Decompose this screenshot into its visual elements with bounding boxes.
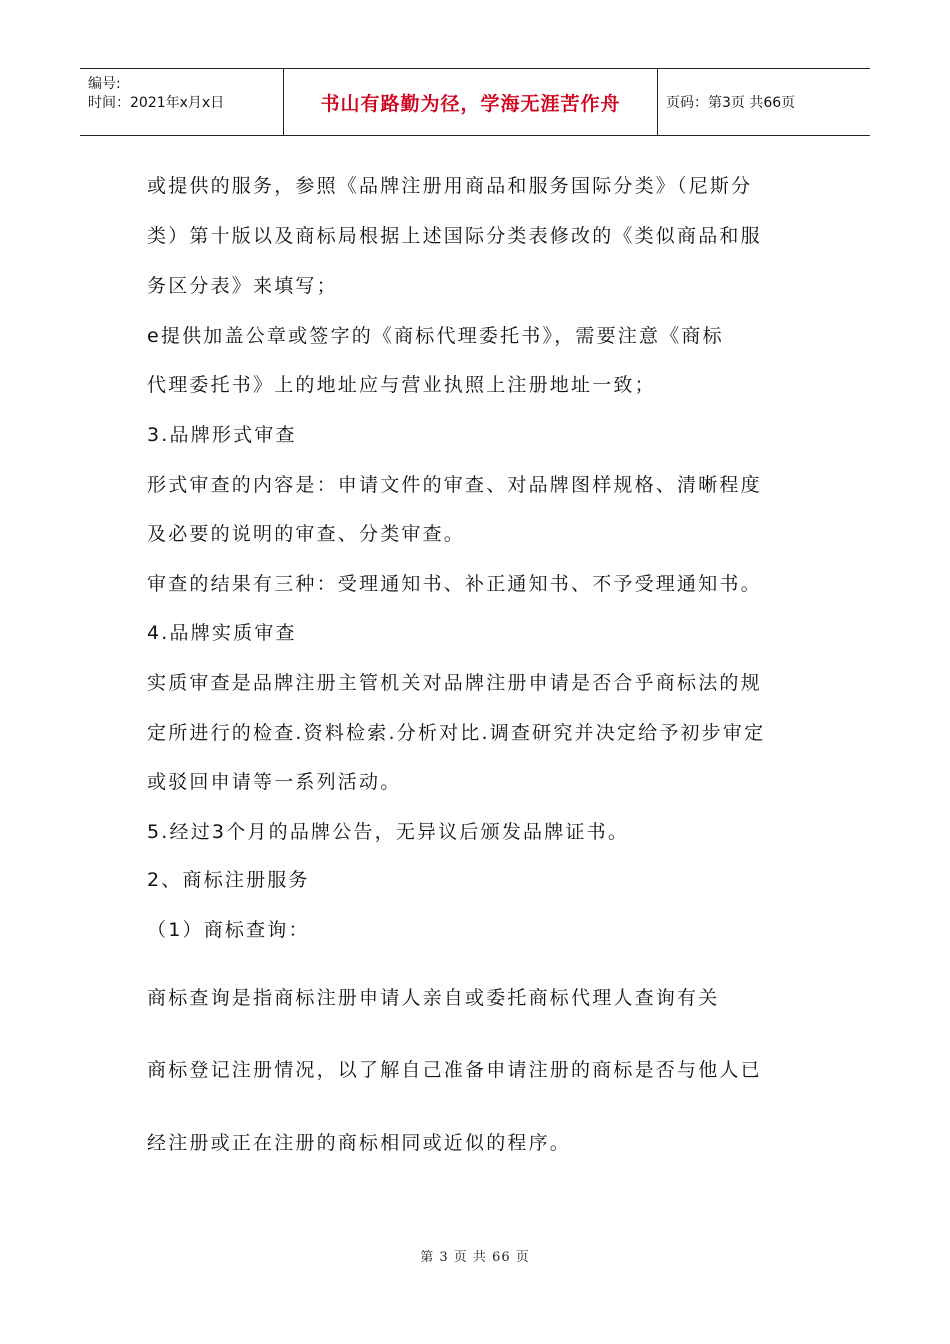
header-motto: 书山有路勤为径，学海无涯苦作舟 [320,92,621,115]
body-line: 审查的结果有三种：受理通知书、补正通知书、不予受理通知书。 [147,573,762,595]
subsection-heading: （1）商标查询： [147,919,310,941]
header-motto-cell [284,69,658,135]
section-heading: 2、商标注册服务 [147,869,310,891]
page-header [80,68,870,136]
body-line: 商标查询是指商标注册申请人亲自或委托商标代理人查询有关 [147,987,720,1009]
body-line: 经注册或正在注册的商标相同或近似的程序。 [147,1132,572,1154]
body-line: 5.经过3个月的品牌公告，无异议后颁发品牌证书。 [147,821,630,843]
body-line: 商标登记注册情况，以了解自己准备申请注册的商标是否与他人已 [147,1059,762,1081]
header-meta [80,69,284,135]
page-footer: 第 3 页 共 66 页 [420,1250,530,1265]
body-line: 类）第十版以及商标局根据上述国际分类表修改的《类似商品和服 [147,225,762,247]
header-page-info-cell [658,69,870,135]
body-line: e提供加盖公章或签字的《商标代理委托书》，需要注意《商标 [147,325,724,347]
document-number-label: 编号: [88,76,121,92]
body-line: 务区分表》来填写； [147,275,338,297]
body-line: 定所进行的检查.资料检索.分析对比.调查研究并决定给予初步审定 [147,722,766,744]
header-page-info: 页码：第3页 共66页 [666,95,796,111]
document-time-label: 时间：2021年x月x日 [88,95,225,111]
body-line: 或驳回申请等一系列活动。 [147,771,402,793]
section-heading: 4.品牌实质审查 [147,622,297,644]
body-line: 或提供的服务，参照《品牌注册用商品和服务国际分类》（尼斯分 [147,175,753,197]
body-line: 代理委托书》上的地址应与营业执照上注册地址一致； [147,374,656,396]
body-line: 形式审查的内容是：申请文件的审查、对品牌图样规格、清晰程度 [147,474,762,496]
body-line: 及必要的说明的审查、分类审查。 [147,523,466,545]
body-line: 实质审查是品牌注册主管机关对品牌注册申请是否合乎商标法的规 [147,672,762,694]
section-heading: 3.品牌形式审查 [147,424,297,446]
